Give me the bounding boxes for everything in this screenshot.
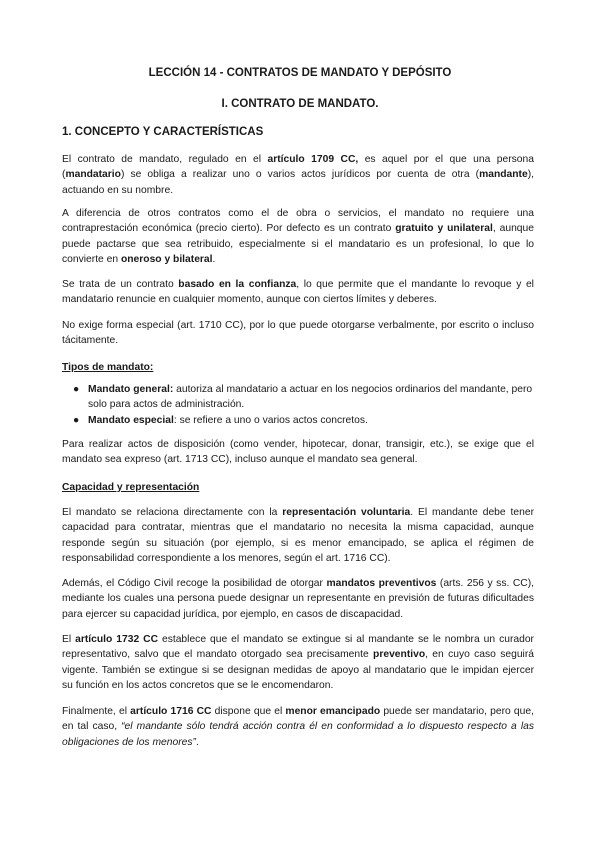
paragraph-concept: El contrato de mandato, regulado en el artículo 1709 CC, es aquel por el que una persona (mandatario) se obliga a realizar uno o varios actos jurídicos por cuenta de otra (mandante), actuando en su nombre. <box>62 154 534 196</box>
paragraph-extinction: El artículo 1732 CC establece que el mandato se extingue si al mandante se le nombra un curador representativo, salvo que el mandato otorgado sea precisamente preventivo, en cuyo caso seguirá vigente. También se extingue si se designan medidas de apoyo al mandatario que le impidan ejercer su función en los actos concretos que se le encomendaron. <box>62 634 534 691</box>
list-item: ● Mandato general: autoriza al mandatario a actuar en los negocios ordinarios del mandante, pero solo para actos de administración. <box>73 384 533 411</box>
section-title: I. CONTRATO DE MANDATO. <box>221 98 379 110</box>
tipos-heading: Tipos de mandato: <box>62 362 154 373</box>
subsection-heading: 1. CONCEPTO Y CARACTERÍSTICAS <box>62 126 264 138</box>
bullet-icon: ● <box>73 414 80 426</box>
tipos-list <box>62 382 534 428</box>
paragraph-form: No exige forma especial (art. 1710 CC), por lo que puede otorgarse verbalmente, por escrito o incluso tácitamente. <box>62 320 534 347</box>
paragraph-preventive: Además, el Código Civil recoge la posibilidad de otorgar mandatos preventivos (arts. 256 y ss. CC), mediante los cuales una persona puede designar un representante en previsión de futuras dificultades para ejercer su capacidad jurídica, por ejemplo, en casos de discapacidad. <box>62 578 534 620</box>
document-title: LECCIÓN 14 - CONTRATOS DE MANDATO Y DEPÓSITO <box>148 67 452 79</box>
paragraph-trust: Se trata de un contrato basado en la confianza, lo que permite que el mandante lo revoque y el mandatario renuncie en cualquier momento, aunque con ciertos límites y deberes. <box>62 279 534 306</box>
paragraph-emancipated: Finalmente, el artículo 1716 CC dispone que el menor emancipado puede ser mandatario, pero que, en tal caso, “el mandante sólo tendrá acción contra él en conformidad a lo dispuesto respecto a las obligaciones de los menores”. <box>62 706 534 748</box>
capacidad-heading: Capacidad y representación <box>62 482 200 493</box>
paragraph-representation: El mandato se relaciona directamente con la representación voluntaria. El mandante debe tener capacidad para contratar, mientras que el mandatario no necesita la misma capacidad, aunque responde según su situación (por ejemplo, si es menor emancipado, se aplica el régimen de responsabilidad correspondiente a los menores, según el art. 1716 CC). <box>62 507 535 564</box>
bullet-icon: ● <box>73 384 80 395</box>
list-item: ● Mandato especial: se refiere a uno o varios actos concretos. <box>62 413 534 428</box>
paragraph-gratuity: A diferencia de otros contratos como el de obra o servicios, el mandato no requiere una contraprestación económica (precio cierto). Por defecto es un contrato gratuito y unilateral, aunque puede pactarse que sea retribuido, especialmente si el mandatario es un profesional, lo que lo convierte en oneroso y bilateral. <box>62 208 534 265</box>
paragraph-disposition: Para realizar actos de disposición (como vender, hipotecar, donar, transigir, etc.), se exige que el mandato sea expreso (art. 1713 CC), incluso aunque el mandato sea general. <box>62 439 534 466</box>
